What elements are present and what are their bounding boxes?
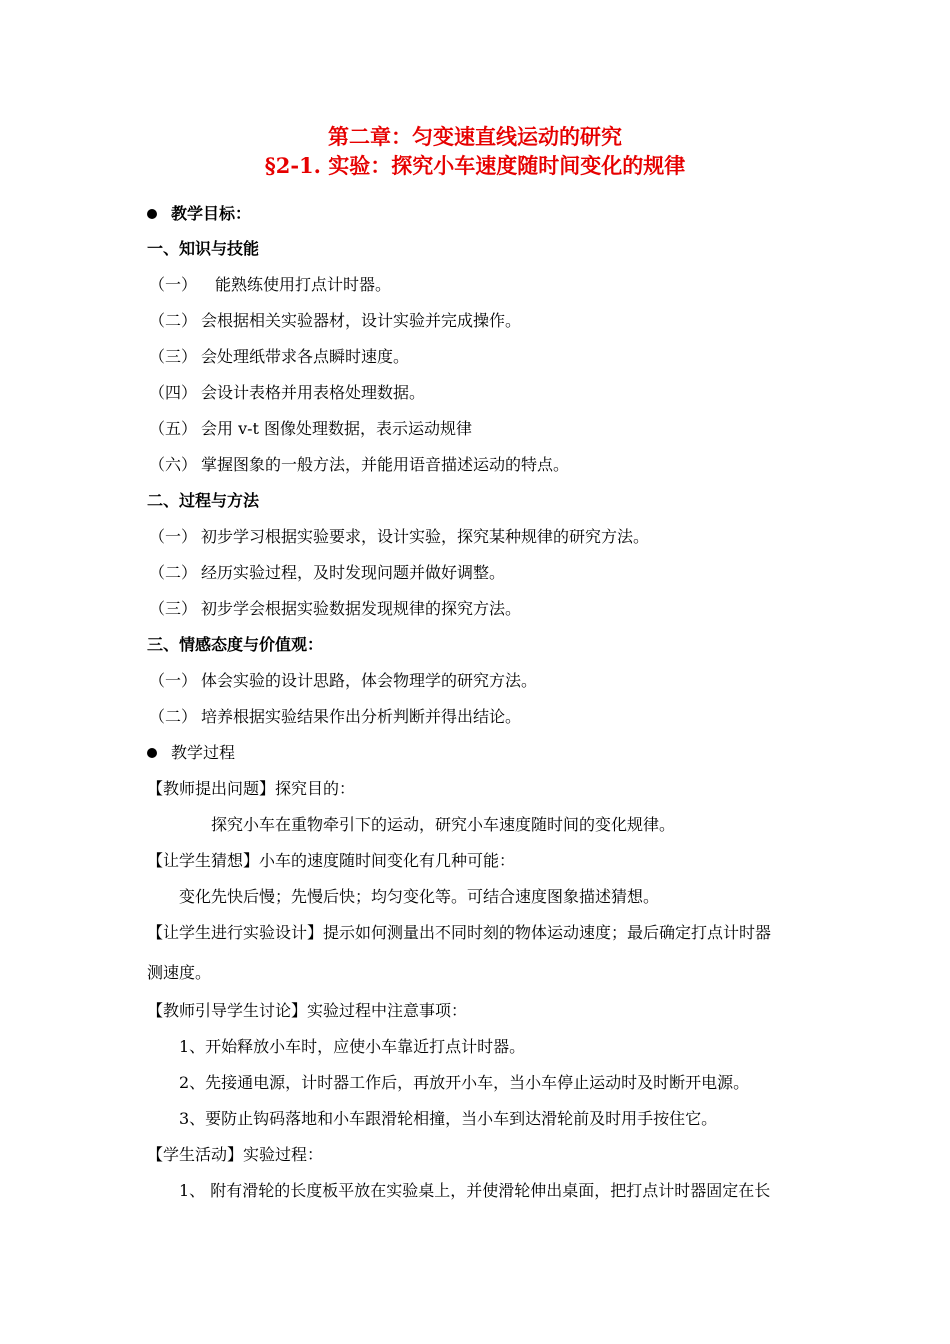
part3-heading: 三、情感态度与价值观： bbox=[147, 635, 324, 654]
student-activity-label: 【学生活动】实验过程： bbox=[147, 1145, 324, 1164]
student-activity-item: 1、 附有滑轮的长度板平放在实验桌上，并使滑轮伸出桌面，把打点计时器固定在长 bbox=[179, 1181, 771, 1200]
discussion-item: 3、要防止钩码落地和小车跟滑轮相撞，当小车到达滑轮前及时用手按住它。 bbox=[179, 1109, 718, 1128]
teacher-question-label: 【教师提出问题】探究目的： bbox=[147, 779, 356, 798]
part1-heading: 一、知识与技能 bbox=[147, 239, 260, 258]
bullet-icon bbox=[147, 748, 157, 758]
teacher-question-body: 探究小车在重物牵引下的运动，研究小车速度随时间的变化规律。 bbox=[211, 815, 676, 834]
list-item: （四） 会设计表格并用表格处理数据。 bbox=[149, 383, 426, 402]
list-item: （六） 掌握图象的一般方法，并能用语音描述运动的特点。 bbox=[149, 455, 570, 474]
part2-heading: 二、过程与方法 bbox=[147, 491, 260, 510]
discussion-item: 2、先接通电源，计时器工作后，再放开小车，当小车停止运动时及时断开电源。 bbox=[179, 1073, 750, 1092]
list-item: （一） 能熟练使用打点计时器。 bbox=[149, 275, 392, 294]
list-item: （一） 体会实验的设计思路，体会物理学的研究方法。 bbox=[149, 671, 538, 690]
design-paragraph-line2: 测速度。 bbox=[147, 963, 212, 982]
goals-heading bbox=[147, 203, 251, 225]
list-item: （五） 会用 v-t 图像处理数据，表示运动规律 bbox=[149, 419, 473, 438]
design-paragraph-line1: 【让学生进行实验设计】提示如何测量出不同时刻的物体运动速度；最后确定打点计时器 bbox=[147, 923, 772, 942]
list-item: （二） 会根据相关实验器材，设计实验并完成操作。 bbox=[149, 311, 522, 330]
student-guess-label: 【让学生猜想】小车的速度随时间变化有几种可能： bbox=[147, 851, 516, 870]
discussion-label: 【教师引导学生讨论】实验过程中注意事项： bbox=[147, 1001, 468, 1020]
list-item: （二） 经历实验过程，及时发现问题并做好调整。 bbox=[149, 563, 506, 582]
chapter-title: 第二章：匀变速直线运动的研究 bbox=[328, 124, 622, 149]
process-heading-text: 教学过程 bbox=[171, 743, 236, 762]
list-item: （二） 培养根据实验结果作出分析判断并得出结论。 bbox=[149, 707, 522, 726]
list-item: （三） 初步学会根据实验数据发现规律的探究方法。 bbox=[149, 599, 522, 618]
student-guess-body: 变化先快后慢；先慢后快；均匀变化等。可结合速度图象描述猜想。 bbox=[179, 887, 660, 906]
list-item: （三） 会处理纸带求各点瞬时速度。 bbox=[149, 347, 410, 366]
list-item: （一） 初步学习根据实验要求，设计实验，探究某种规律的研究方法。 bbox=[149, 527, 650, 546]
bullet-icon bbox=[147, 209, 157, 219]
section-title: §2-1. 实验：探究小车速度随时间变化的规律 bbox=[264, 153, 686, 178]
goals-heading-text: 教学目标： bbox=[171, 204, 252, 223]
discussion-item: 1、开始释放小车时，应使小车靠近打点计时器。 bbox=[179, 1037, 526, 1056]
process-heading bbox=[147, 742, 235, 764]
